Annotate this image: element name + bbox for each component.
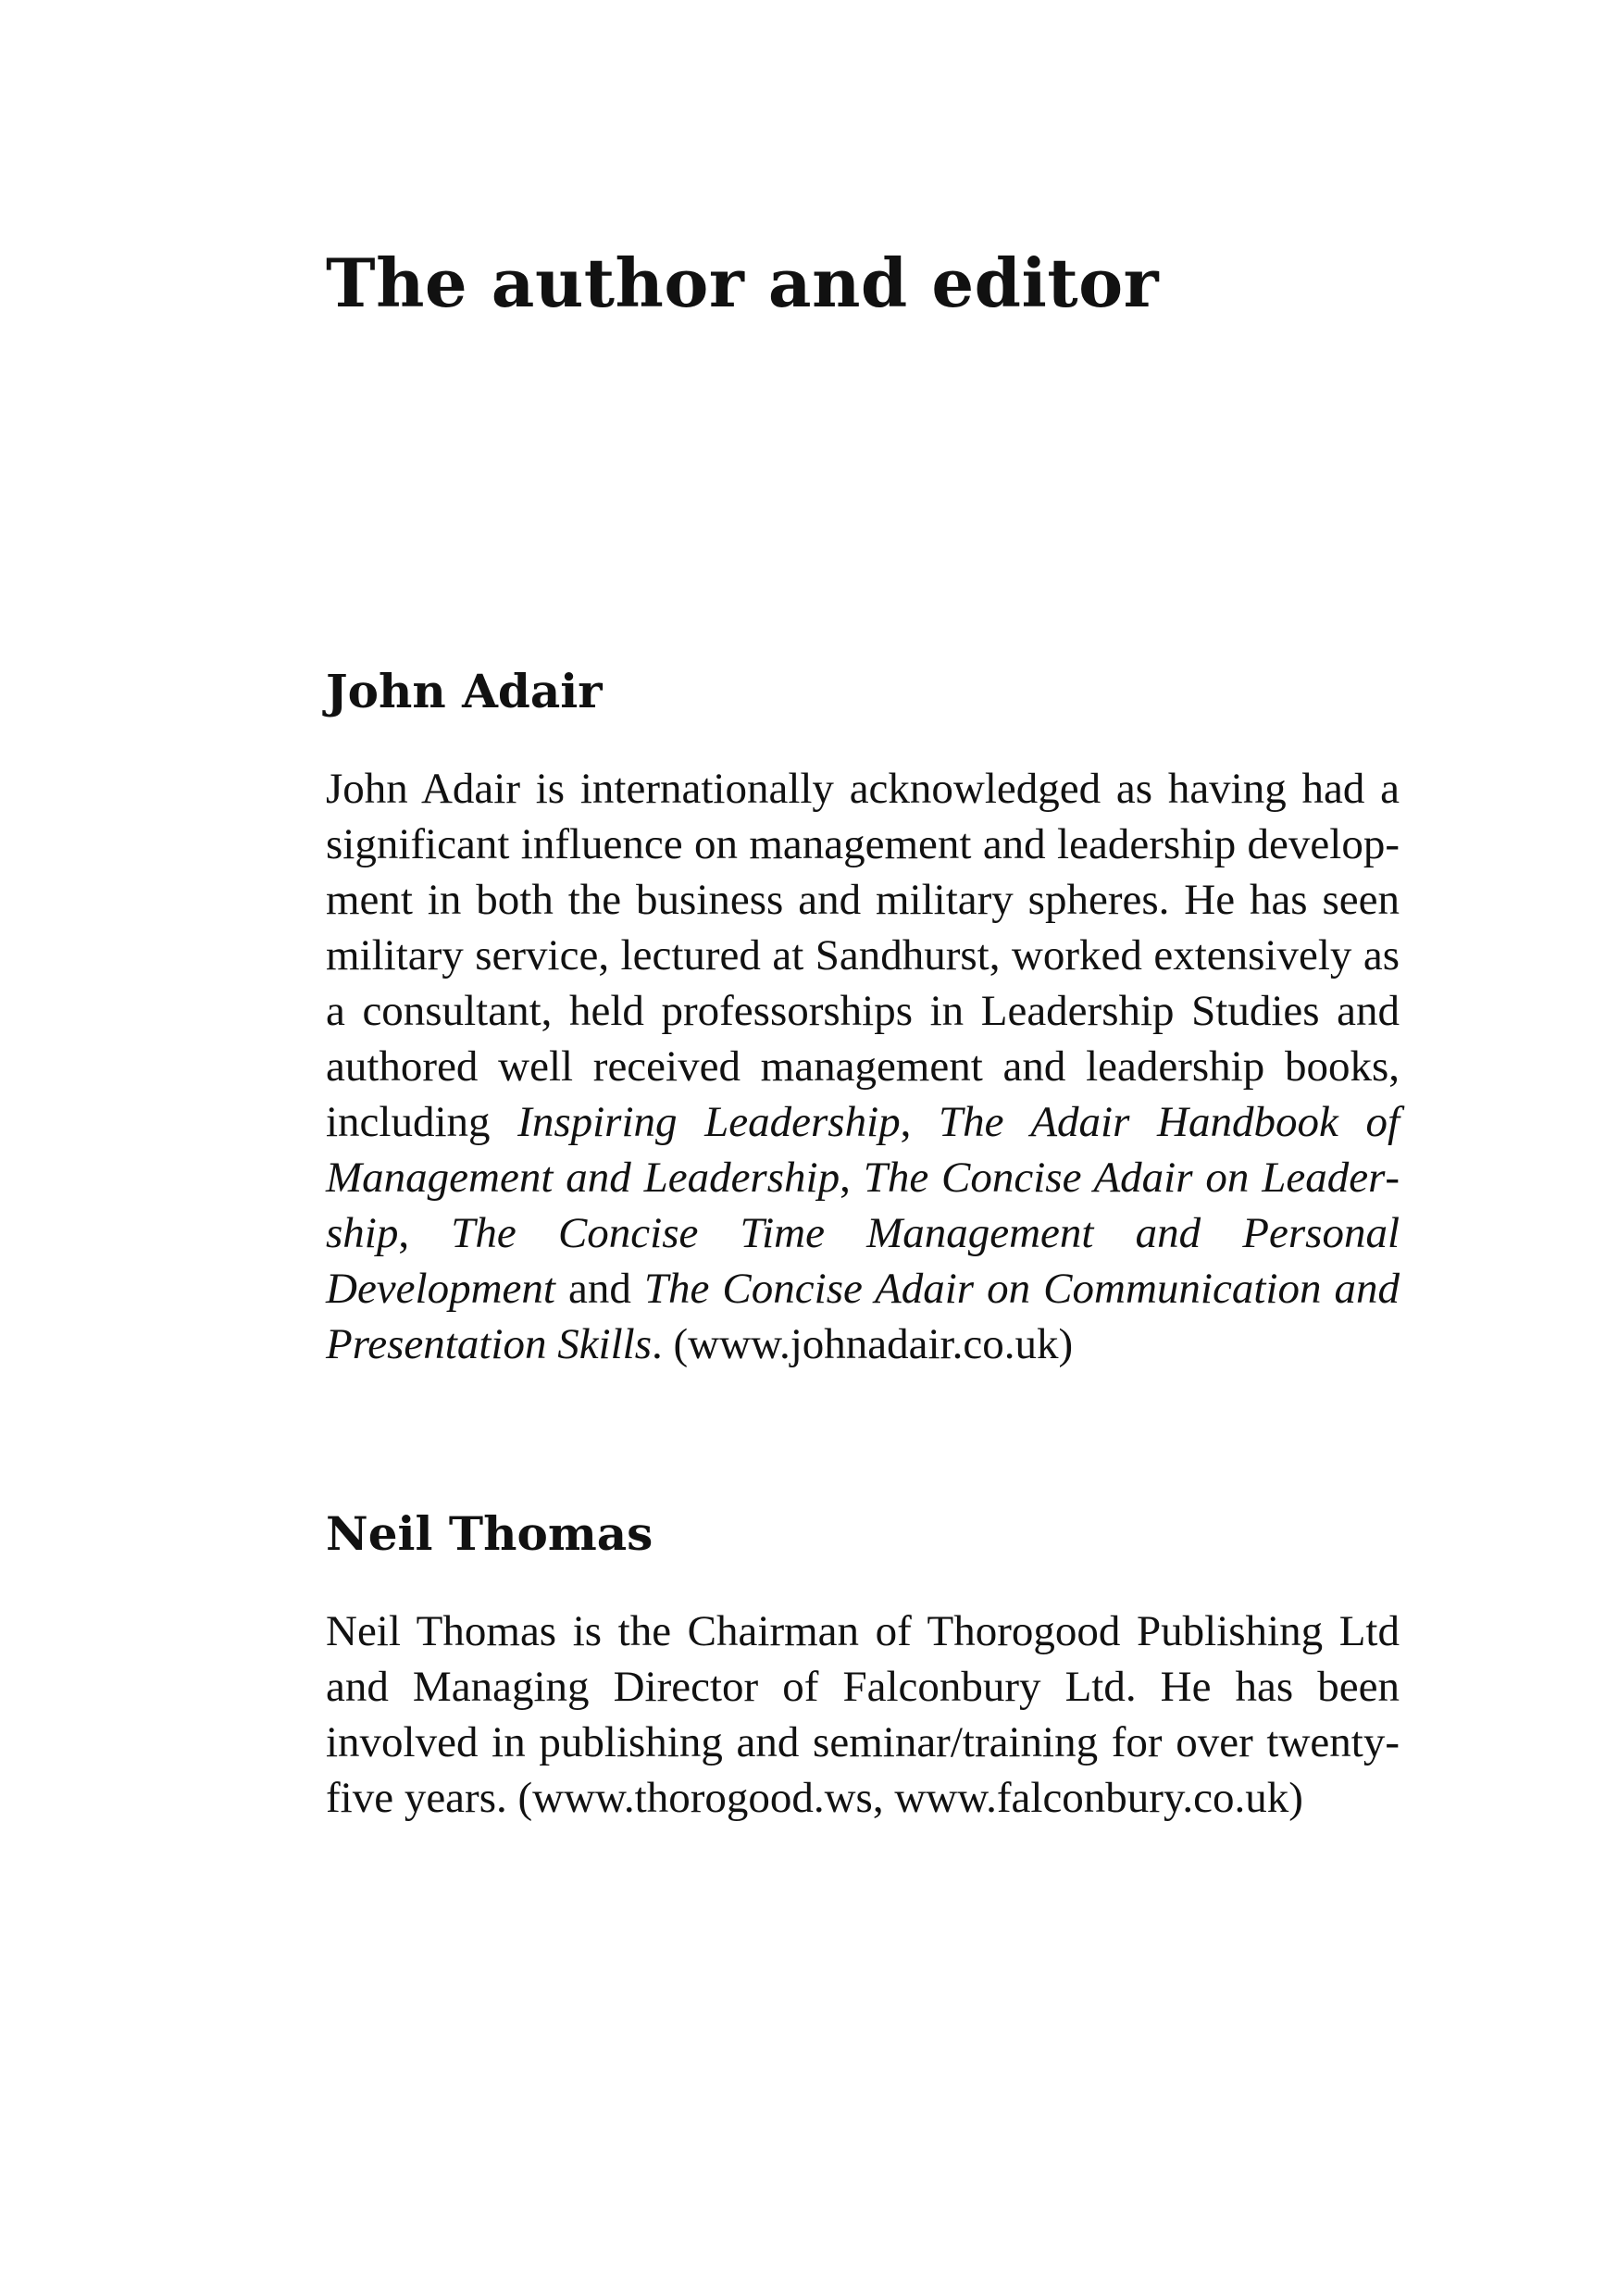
bio-separator: , — [398, 1209, 452, 1257]
bio-tail-text: . (www.johnadair.co.uk) — [652, 1320, 1074, 1368]
bio-separator: , — [840, 1154, 864, 1202]
book-title: The Concise Adair on Leadership — [326, 1154, 1400, 1257]
author-name-heading: John Adair — [326, 664, 603, 718]
author-section-john-adair — [326, 659, 1400, 1372]
book-title: Inspiring Leadership — [517, 1098, 901, 1146]
bio-intro-text: John Adair is internationally acknowledged as having had a significant influence on management and leadership development in both the business and military spheres. He has seen military service, lectured at Sandhurst, worked extensively as a consultant, held professorships in Leadership Studies and authored well received management and leadership books, including — [326, 765, 1400, 1146]
bio-separator: , — [900, 1098, 940, 1146]
book-title: The Concise Adair on Communication and Presentation Skills — [326, 1265, 1400, 1368]
author-name-heading: Neil Thomas — [326, 1506, 653, 1561]
author-bio-paragraph: Neil Thomas is the Chairman of Thorogood Publishing Ltd and Managing Director of Falconbury Ltd. He has been involved in publishing and seminar/training for over twenty-five years. (www.thorogood.ws, www.falconbury.co.uk) — [326, 1607, 1400, 1822]
bio-separator: and — [554, 1265, 644, 1313]
author-section-neil-thomas — [326, 1502, 1400, 1826]
book-title: The Concise Time Management and Personal Development — [326, 1209, 1400, 1313]
book-title: The Adair Handbook of Management and Leadership — [326, 1098, 1400, 1202]
page-title: The author and editor — [326, 243, 1160, 322]
author-bio-paragraph — [326, 724, 1400, 1372]
